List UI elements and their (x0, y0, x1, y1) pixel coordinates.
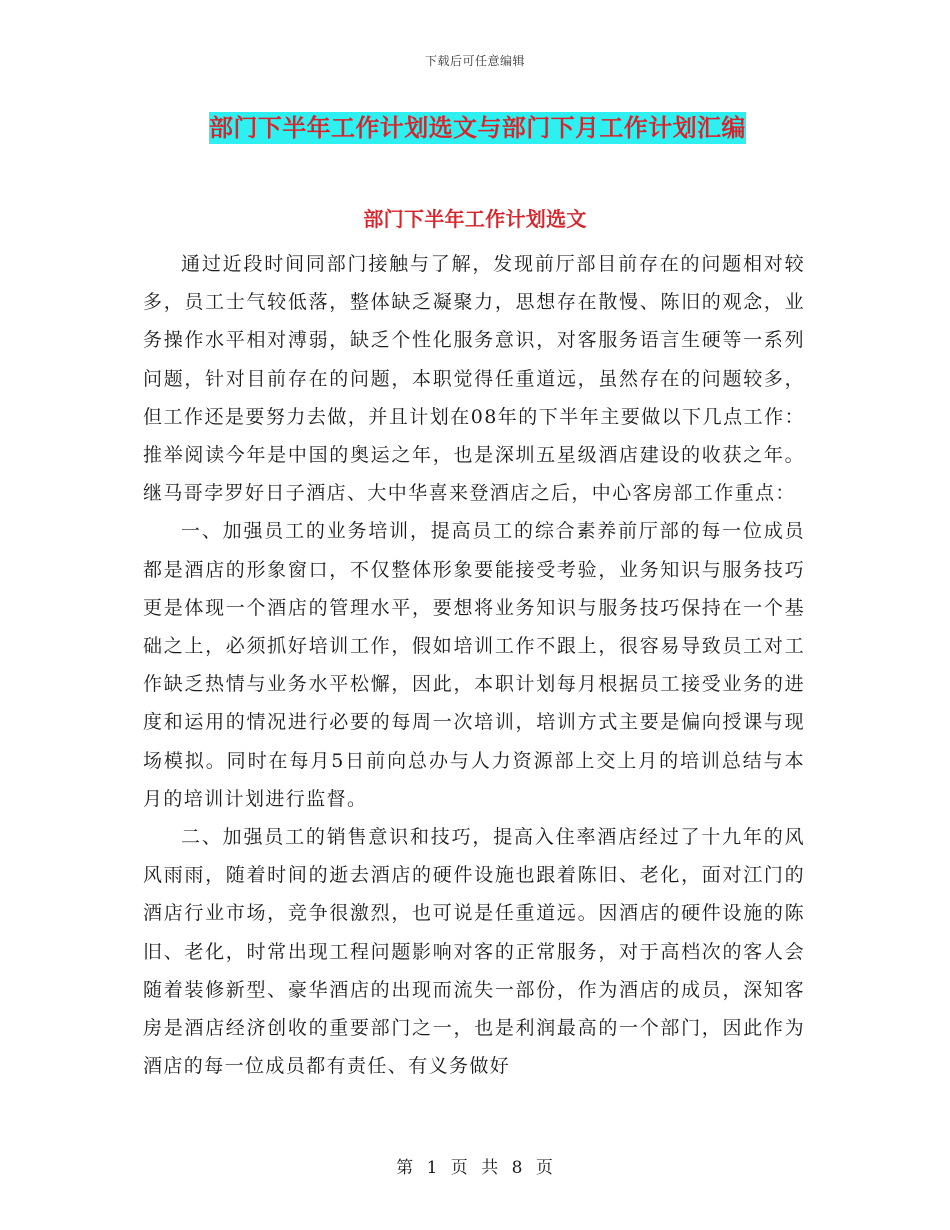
paragraph-intro: 通过近段时间同部门接触与了解，发现前厅部目前存在的问题相对较多，员工士气较低落，整体缺乏凝聚力，思想存在散慢、陈旧的观念，业务操作水平相对溥弱，缺乏个性化服务意识，对客服务语言生硬等一系列问题，针对目前存在的问题，本职觉得任重道远，虽然存在的问题较多，但工作还是要努力去做，并且计划在08年的下半年主要做以下几点工作： 推举阅读今年是中国的奥运之年，也是深圳五星级酒店建设的收获之年。继马哥孛罗好日子酒店、大中华喜来登酒店之后，中心客房部工作重点： (143, 253, 805, 505)
page-header-note: 下载后可任意编辑 (424, 54, 525, 68)
section-title: 部门下半年工作计划选文 (363, 207, 587, 231)
paragraph-sales: 二、加强员工的销售意识和技巧，提高入住率酒店经过了十九年的风风雨雨，随着时间的逝去酒店的硬件设施也跟着陈旧、老化，面对江门的酒店行业市场，竞争很激烈，也可说是任重道远。因酒店的硬件设施的陈旧、老化，时常出现工程问题影响对客的正常服务，对于高档次的客人会随着装修新型、豪华酒店的出现而流失一部份，作为酒店的成员，深知客房是酒店经济创收的重要部门之一，也是利润最高的一个部门，因此作为酒店的每一位成员都有责任、有义务做好 (143, 826, 805, 1078)
document-title: 部门下半年工作计划选文与部门下月工作计划汇编 (209, 113, 746, 142)
paragraph-training: 一、加强员工的业务培训，提高员工的综合素养前厅部的每一位成员都是酒店的形象窗口，不仅整体形象要能接受考验，业务知识与服务技巧更是体现一个酒店的管理水平，要想将业务知识与服务技巧保持在一个基础之上，必须抓好培训工作，假如培训工作不跟上，很容易导致员工对工作缺乏热情与业务水平松懈，因此，本职计划每月根据员工接受业务的进度和运用的情况进行必要的每周一次培训，培训方式主要是偏向授课与现场模拟。同时在每月5日前向总办与人力资源部上交上月的培训总结与本月的培训计划进行监督。 (143, 520, 805, 810)
document-body (143, 245, 805, 1085)
page-footer: 第 1 页 共 8 页 (396, 1158, 554, 1178)
